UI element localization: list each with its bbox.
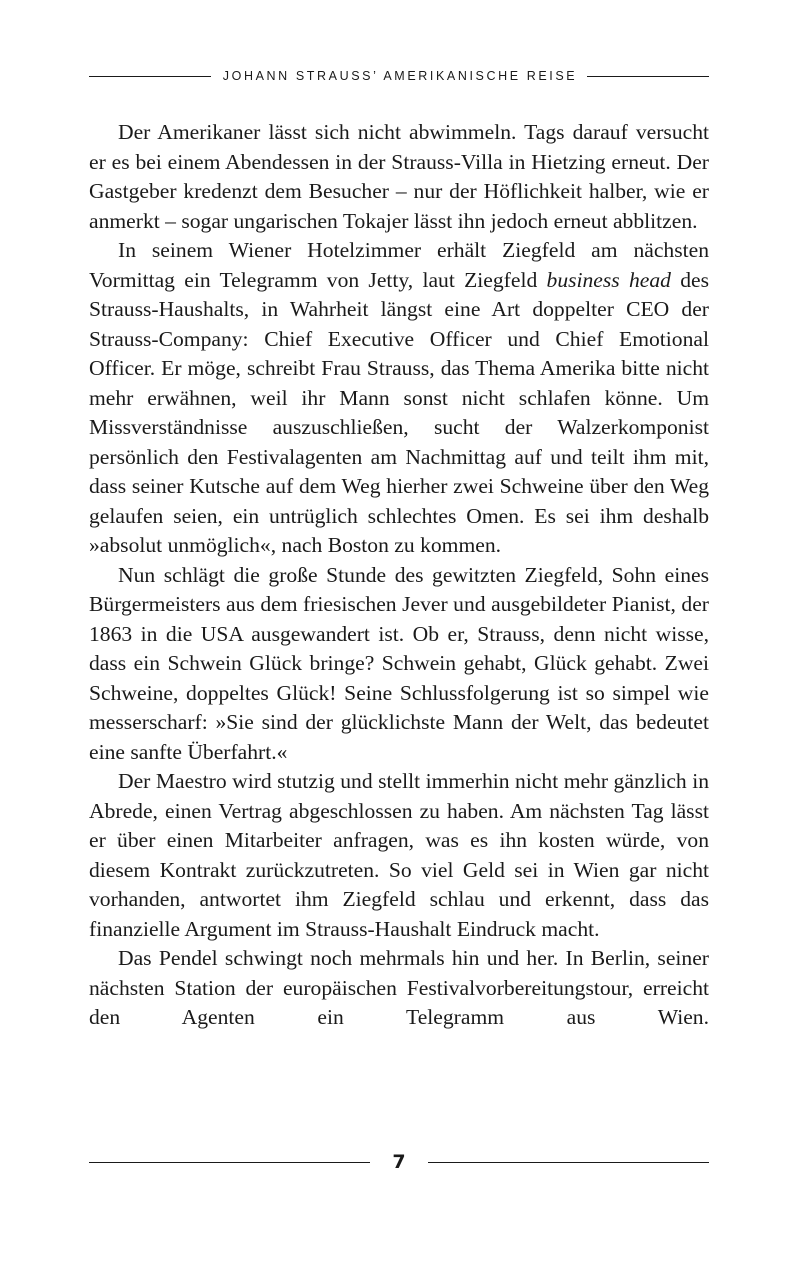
footer-rule-right: [428, 1162, 709, 1163]
paragraph-4: Der Maestro wird stutzig und stellt immerhin nicht mehr gänzlich in Abrede, einen Vertrag abgeschlossen zu haben. Am nächsten Tag lässt er über einen Mitarbeiter anfragen, was es ihn kosten würde, von diesem Kontrakt zurückzutreten. So viel Geld sei in Wien gar nicht vorhanden, antwortet ihm Ziegfeld schlau und erkennt, dass das finanzielle Argument im Strauss-Haushalt Eindruck macht.: [89, 769, 709, 941]
page-footer: [89, 1150, 709, 1174]
paragraph-2-text-before: In seinem Wiener Hotelzimmer erhält Ziegfeld am nächsten Vormittag ein Telegramm von Jetty, laut Ziegfeld: [89, 238, 709, 292]
running-title: JOHANN STRAUSS’ AMERIKANISCHE REISE: [222, 69, 578, 83]
paragraph-5: Das Pendel schwingt noch mehrmals hin und her. In Berlin, seiner nächsten Station der europäischen Festivalvorbereitungstour, erreicht den Agenten ein Telegramm aus Wien.: [89, 946, 709, 1029]
paragraph-1: Der Amerikaner lässt sich nicht abwimmeln. Tags darauf versucht er es bei einem Abendessen in der Strauss-Villa in Hietzing erneut. Der Gastgeber kredenzt dem Besucher – nur der Höflichkeit halber, wie er anmerkt – sogar ungarischen Tokajer lässt ihn jedoch erneut abblitzen.: [89, 120, 709, 233]
running-header: [89, 66, 709, 86]
header-rule-left: [89, 76, 211, 77]
page-number: 7: [392, 1151, 406, 1173]
paragraph-3: Nun schlägt die große Stunde des gewitzten Ziegfeld, Sohn eines Bürgermeisters aus dem friesischen Jever und ausgebildeter Pianist, der 1863 in die USA ausgewandert ist. Ob er, Strauss, denn nicht wisse, dass ein Schwein Glück bringe? Schwein gehabt, Glück gehabt. Zwei Schweine, doppeltes Glück! Seine Schlussfolgerung ist so simpel wie messerscharf: »Sie sind der glücklichste Mann der Welt, das bedeutet eine sanfte Überfahrt.«: [89, 562, 709, 764]
paragraph-2-emphasis: business head: [546, 267, 671, 292]
paragraph-2: [89, 236, 709, 561]
footer-rule-left: [89, 1162, 370, 1163]
paragraph-2-text-after: des Strauss-Haushalts, in Wahrheit längst eine Art doppelter CEO der Strauss-Company: Chief Executive Officer und Chief Emotional Officer. Er möge, schreibt Frau Strauss, das Thema Amerika bitte nicht mehr erwähnen, weil ihr Mann sonst nicht schlafen könne. Um Missverständnisse auszuschließen, sucht der Walzerkomponist persönlich den Festivalagenten am Nachmittag auf und teilt ihm mit, dass seiner Kutsche auf dem Weg hierher zwei Schweine über den Weg gelaufen seien, ein untrüglich schlechtes Omen. Es sei ihm deshalb »absolut unmöglich«, nach Boston zu kommen.: [89, 267, 710, 557]
header-rule-right: [587, 76, 709, 77]
body-text: [89, 118, 709, 1033]
